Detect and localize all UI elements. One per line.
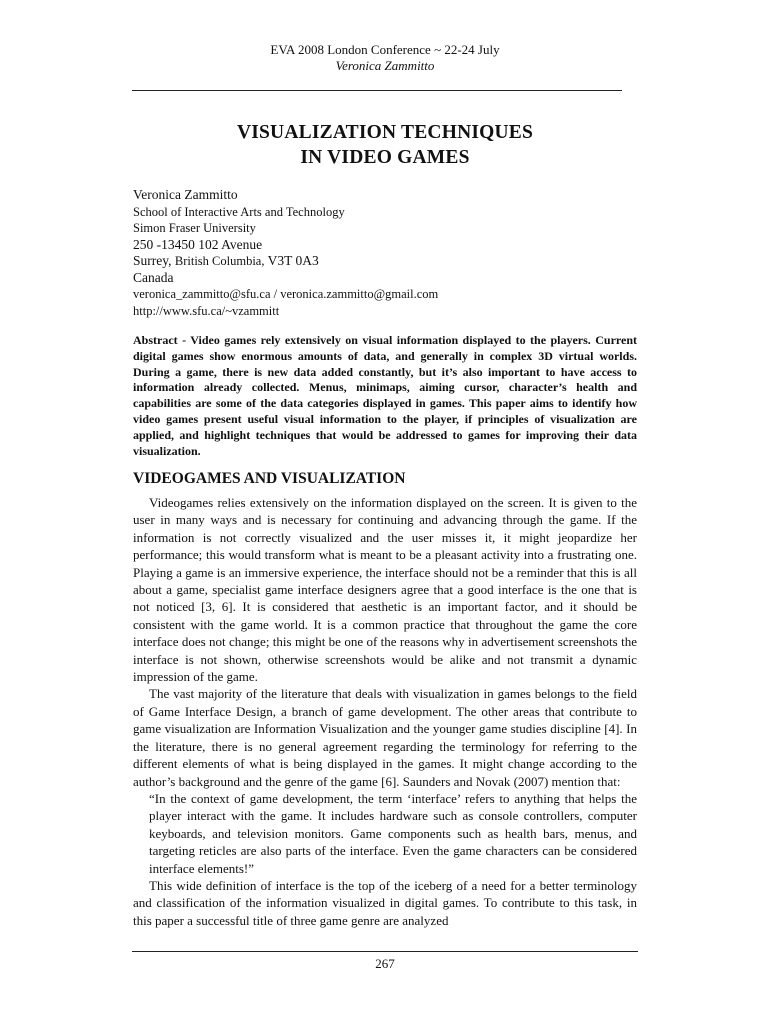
block-quote: “In the context of game development, the term ‘interface’ refers to anything that helps the player interact with the game. It includes hardware such as console controllers, computer keyboards, and television monitors. Game components such as health bars, menus, and targeting reticles are also parts of the interface. Even the game characters can be considered interface elements!” (149, 790, 637, 876)
school: School of Interactive Arts and Technology (133, 204, 345, 219)
author-affiliation (133, 187, 643, 319)
body-text (133, 494, 637, 929)
university: Simon Fraser University (133, 221, 256, 235)
author-name: Veronica Zammitto (133, 187, 238, 202)
footer-divider (132, 951, 638, 952)
title-line-2: IN VIDEO GAMES (300, 147, 470, 168)
country: Canada (133, 269, 174, 285)
city-line (133, 253, 643, 270)
abstract: Abstract - Video games rely extensively on visual information displayed to the players. Current digital games show enormous amounts of data, and generally in complex 3D virtual worlds. During a game, there is new data added constantly, but it’s also important to have access to information already collected. Menus, minimaps, aiming cursor, character’s health and capabilities are some of the data categories displayed in games. This paper aims to identify how video games present useful visual information to the player, if principles of visualization are applied, and highlight techniques that would be addressed to games for improving their data visualization. (133, 333, 637, 458)
header-divider (132, 90, 622, 91)
email-address: veronica_zammitto@sfu.ca / veronica.zammitto@gmail.com (133, 287, 439, 301)
header-author: Veronica Zammitto (335, 58, 435, 73)
title-line-1: VISUALIZATION TECHNIQUES (236, 122, 534, 143)
paragraph-1: Videogames relies extensively on the information displayed on the screen. It is given to the user in many ways and is necessary for continuing and advancing through the game. If the information is not correctly visualized and the user misses it, it might jeopardize her performance; this would transform what is meant to be a pleasant activity into a frustrating one. Playing a game is an immersive experience, the interface should not be a reminder that this is all about a game, specialist game interface designers agree that a good interface is the one that is not noticed [3, 6]. It is considered that aesthetic is an important factor, and it should be consistent with the game world. It is a common practice that throughout the game the core interface does not change; this might be one of the reasons why in advertisement screenshots the interface is not shown, otherwise screenshots would be alike and not transmit a dynamic impression of the game. (133, 495, 637, 685)
page-number: 267 (375, 956, 395, 971)
running-header (0, 42, 770, 74)
city-name: Surrey, (133, 253, 175, 268)
section-heading: VIDEOGAMES AND VISUALIZATION (133, 470, 406, 487)
paragraph-2: The vast majority of the literature that deals with visualization in games belongs to the field of Game Interface Design, a branch of game development. The other areas that contribute to game visualization are Information Visualization and the younger game studies discipline [4]. In the literature, there is no general agreement regarding the terminology for referring to the different elements of what is being displayed in the games. It might change according to the author’s background and the genre of the game [6]. Saunders and Novak (2007) mention that: (133, 686, 637, 789)
paper-title (0, 120, 770, 170)
conference-line: EVA 2008 London Conference ~ 22-24 July (270, 42, 500, 57)
street-address: 250 -13450 102 Avenue (133, 236, 263, 252)
postal-code: V3T 0A3 (264, 253, 319, 268)
province: British Columbia, (174, 254, 265, 268)
website-url: http://www.sfu.ca/~vzammitt (133, 303, 280, 318)
paragraph-3: This wide definition of interface is the top of the iceberg of a need for a better terminology and classification of the information visualized in digital games. To contribute to this task, in this paper a successful title of three game genre are analyzed (133, 877, 637, 928)
